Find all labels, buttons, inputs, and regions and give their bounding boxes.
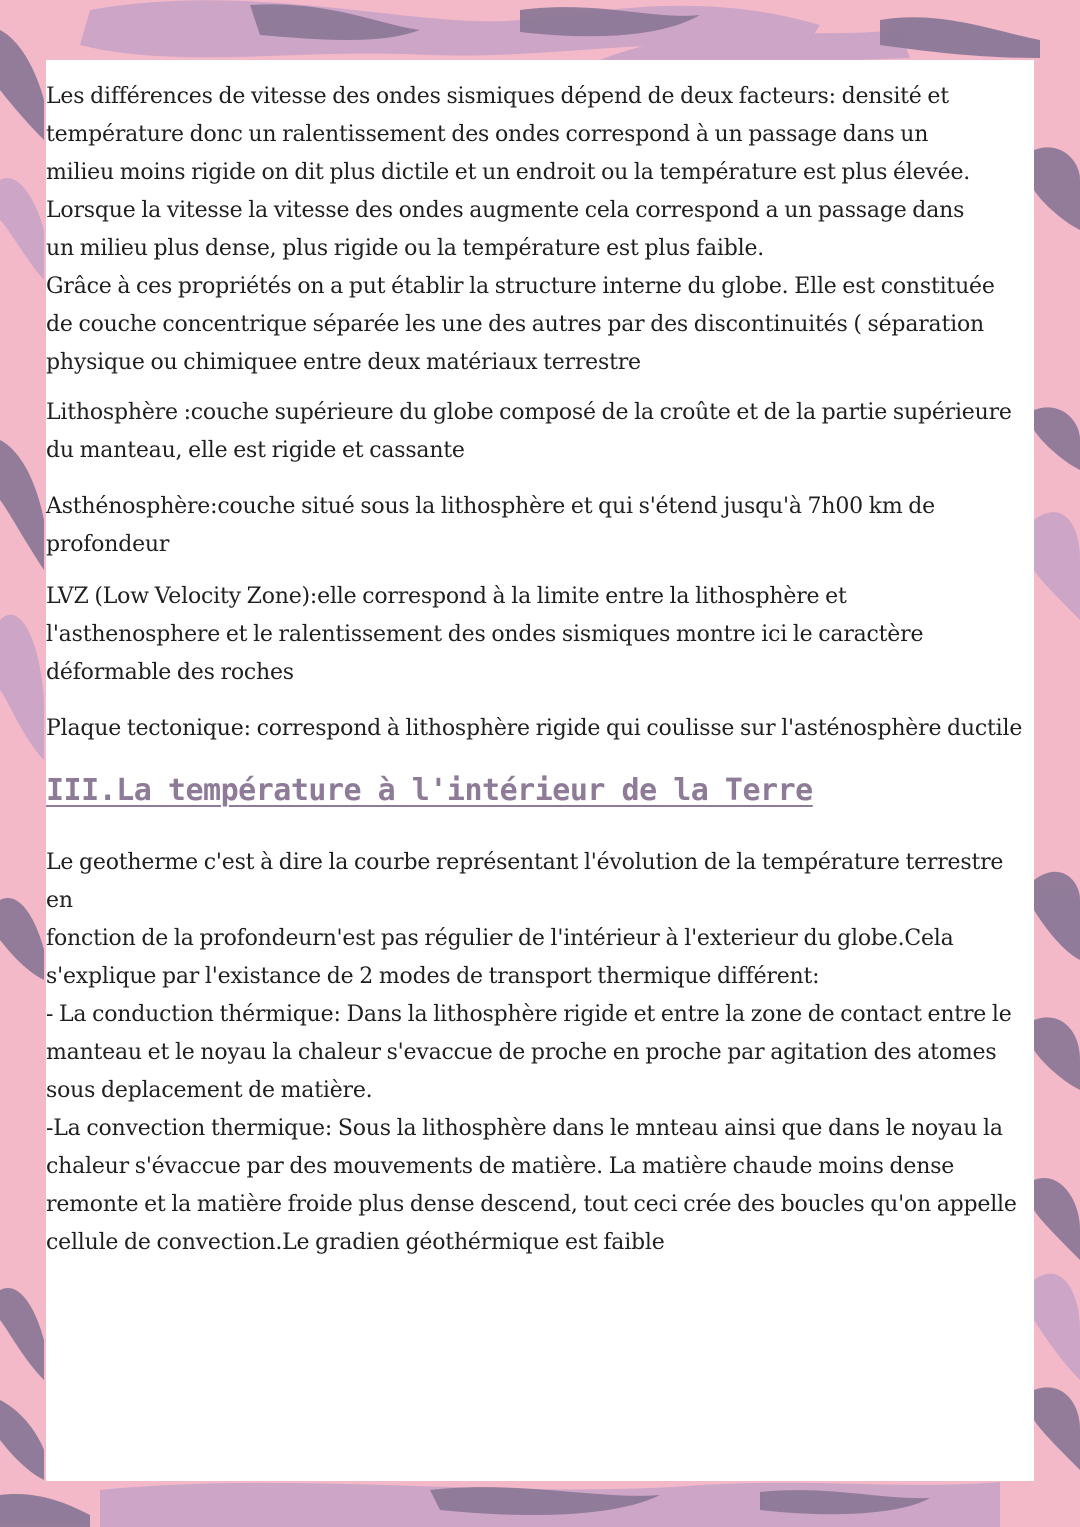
paragraph-geotherm: Le geotherme c'est à dire la courbe représentant l'évolution de la température terrestre en fonction de la profondeurn'est pas régulier de l'intérieur à l'exterieur du globe.Cela s'explique par l'existance de 2 modes de transport thermique différent: - La conduction thérmique: Dans la lithosphère rigide et entre la zone de contact entre le manteau et le noyau la chaleur s'evaccue de proche en proche par agitation des atomes sous deplacement de matière. -La convection thermique: Sous la lithosphère dans le mnteau ainsi que dans le noyau la chaleur s'évaccue par des mouvements de matière. La matière chaude moins dense remonte et la matière froide plus dense descend, tout ceci crée des boucles qu'on appelle cellule de convection.Le gradien géothérmique est faible <box>46 850 1017 1255</box>
paragraph-tectonic-plate: Plaque tectonique: correspond à lithosphère rigide qui coulisse sur l'asténosphère ductile <box>46 716 1023 741</box>
document-page <box>46 60 1034 1481</box>
paragraph-seismic-speed: Les différences de vitesse des ondes sismiques dépend de deux facteurs: densité et température donc un ralentissement des ondes correspond à un passage dans un milieu moins rigide on dit plus dictile et un endroit ou la température est plus élevée. Lorsque la vitesse la vitesse des ondes augmente cela correspond a un passage dans un milieu plus dense, plus rigide ou la température est plus faible. Grâce à ces propriétés on a put établir la structure interne du globe. Elle est constituée de couche concentrique séparée les une des autres par des discontinuités ( séparation physique ou chimiquee entre deux matériaux terrestre <box>46 84 995 375</box>
paragraph-asthenosphere: Asthénosphère:couche situé sous la lithosphère et qui s'étend jusqu'à 7h00 km de profondeur <box>46 494 935 557</box>
paragraph-lvz: LVZ (Low Velocity Zone):elle correspond à la limite entre la lithosphère et l'asthenosphere et le ralentissement des ondes sismiques montre ici le caractère déformable des roches <box>46 584 924 685</box>
paragraph-lithosphere: Lithosphère :couche supérieure du globe composé de la croûte et de la partie supérieure du manteau, elle est rigide et cassante <box>46 400 1012 463</box>
document-content <box>46 78 1026 1262</box>
section-heading: III.La température à l'intérieur de la Terre <box>46 773 813 808</box>
